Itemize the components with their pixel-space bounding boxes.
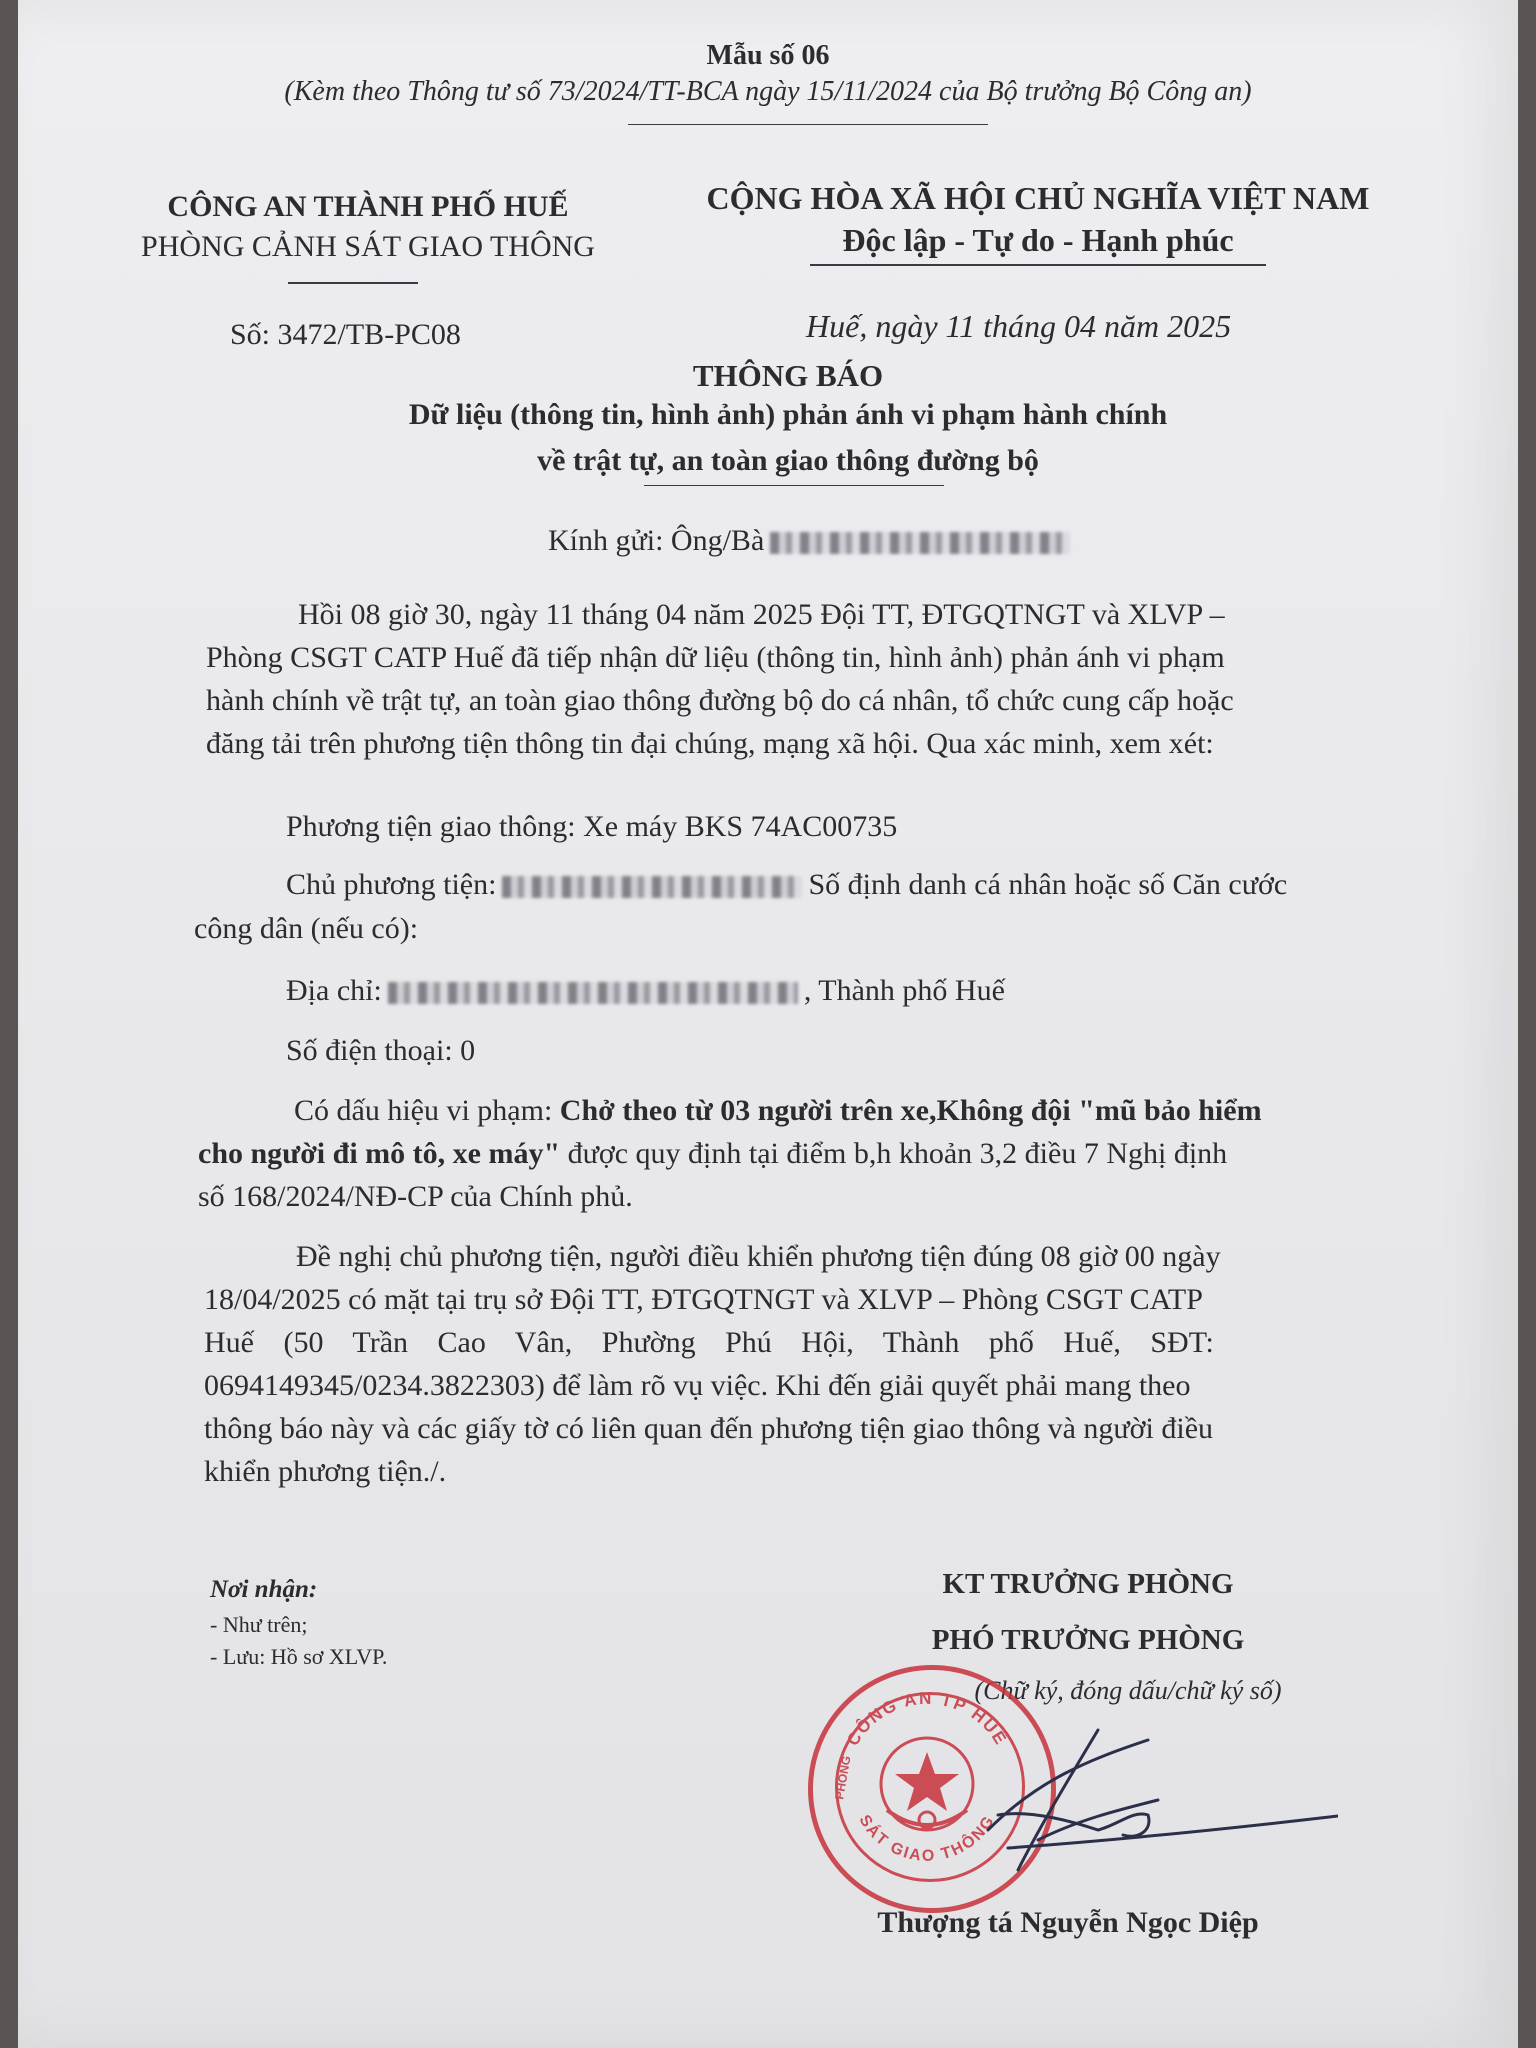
violation-bold-2: cho người đi mô tô, xe máy"	[198, 1137, 561, 1170]
violation-prefix: Có dấu hiệu vi phạm:	[294, 1094, 553, 1127]
signer-name: Thượng tá Nguyễn Ngọc Diệp	[877, 1906, 1259, 1939]
agency-parent: CÔNG AN THÀNH PHỐ HUẾ	[167, 190, 569, 223]
request-line-3: Huế (50 Trần Cao Vân, Phường Phú Hội, Thành phố Huế, SĐT:	[204, 1326, 1214, 1359]
attachment-note: (Kèm theo Thông tư số 73/2024/TT-BCA ngày 15/11/2024 của Bộ trưởng Bộ Công an)	[284, 76, 1252, 107]
form-number: Mẫu số 06	[706, 40, 830, 71]
request-line-4: 0694149345/0234.3822303) để làm rõ vụ việc. Khi đến giải quyết phải mang theo	[204, 1369, 1191, 1402]
national-motto: Độc lập - Tự do - Hạnh phúc	[842, 222, 1234, 258]
recipients-item-1: - Như trên;	[210, 1612, 308, 1637]
violation-rest-2: được quy định tại điểm b,h khoản 3,2 điều 7 Nghị định	[560, 1137, 1228, 1170]
violation-line-2	[198, 1137, 1227, 1171]
agency-unit: PHÒNG CẢNH SÁT GIAO THÔNG	[141, 230, 595, 263]
signature-role-1: KT TRƯỞNG PHÒNG	[942, 1568, 1234, 1600]
place-date: Huế, ngày 11 tháng 04 năm 2025	[806, 308, 1232, 344]
redacted-recipient-name	[770, 532, 1070, 554]
phone-line: Số điện thoại: 0	[286, 1034, 476, 1067]
paragraph-1-line-3: hành chính về trật tự, an toàn giao thông đường bộ do cá nhân, tổ chức cung cấp hoặc	[206, 684, 1234, 717]
handwritten-signature-icon	[918, 1720, 1338, 1880]
violation-bold-1: Chở theo từ 03 người trên xe,Không đội "mũ bảo hiểm	[559, 1094, 1262, 1127]
signature-note: (Chữ ký, đóng dấu/chữ ký số)	[974, 1676, 1282, 1705]
agency-divider	[288, 282, 418, 284]
paragraph-1-line-4: đăng tải trên phương tiện thông tin đại chúng, mạng xã hội. Qua xác minh, xem xét:	[206, 727, 1214, 760]
address-line	[286, 974, 1005, 1008]
owner-suffix: Số định danh cá nhân hoặc số Căn cước	[808, 868, 1288, 901]
motto-underline	[810, 264, 1266, 266]
address-suffix: , Thành phố Huế	[803, 974, 1005, 1007]
redacted-owner-name	[502, 876, 802, 898]
recipients-label: Nơi nhận:	[210, 1576, 318, 1603]
request-line-6: khiển phương tiện./.	[204, 1455, 447, 1488]
signature-role-2: PHÓ TRƯỞNG PHÒNG	[931, 1624, 1245, 1656]
seal-text-side: PHÒNG	[832, 1754, 854, 1801]
notice-subtitle-1: Dữ liệu (thông tin, hình ảnh) phản ánh vi phạm hành chính	[408, 398, 1168, 431]
seal-text-top: CÔNG AN TP HUẾ	[843, 1688, 1011, 1750]
violation-line-1	[294, 1094, 1262, 1128]
document-page	[18, 0, 1518, 2048]
document-number: Số: 3472/TB-PC08	[230, 318, 461, 351]
request-line-5: thông báo này và các giấy tờ có liên quan đến phương tiện giao thông và người điều	[204, 1412, 1214, 1445]
redacted-address	[388, 982, 798, 1004]
request-line-2: 18/04/2025 có mặt tại trụ sở Đội TT, ĐTGQTNGT và XLVP – Phòng CSGT CATP	[204, 1283, 1203, 1316]
subtitle-underline	[644, 485, 944, 486]
notice-subtitle-2: về trật tự, an toàn giao thông đường bộ	[537, 444, 1039, 477]
violation-line-3: số 168/2024/NĐ-CP của Chính phủ.	[198, 1180, 633, 1213]
paragraph-1-line-1: Hồi 08 giờ 30, ngày 11 tháng 04 năm 2025 Đội TT, ĐTGQTNGT và XLVP –	[298, 598, 1225, 631]
national-title: CỘNG HÒA XÃ HỘI CHỦ NGHĨA VIỆT NAM	[706, 180, 1370, 216]
request-line-1: Đề nghị chủ phương tiện, người điều khiển phương tiện đúng 08 giờ 00 ngày	[296, 1240, 1221, 1273]
header-divider	[628, 124, 988, 125]
owner-prefix: Chủ phương tiện:	[286, 868, 497, 901]
owner-line	[286, 868, 1287, 902]
recipient-line	[548, 524, 1076, 558]
recipients-item-2: - Lưu: Hồ sơ XLVP.	[210, 1644, 388, 1669]
vehicle-line: Phương tiện giao thông: Xe máy BKS 74AC00735	[286, 810, 898, 843]
notice-title: THÔNG BÁO	[692, 358, 884, 393]
owner-line-2: công dân (nếu có):	[194, 912, 419, 945]
seal-text-bottom: SÁT GIAO THÔNG	[855, 1812, 999, 1865]
paragraph-1-line-2: Phòng CSGT CATP Huế đã tiếp nhận dữ liệu (thông tin, hình ảnh) phản ánh vi phạm	[206, 641, 1225, 674]
address-prefix: Địa chỉ:	[286, 974, 382, 1007]
recipient-prefix: Kính gửi: Ông/Bà	[548, 524, 765, 557]
